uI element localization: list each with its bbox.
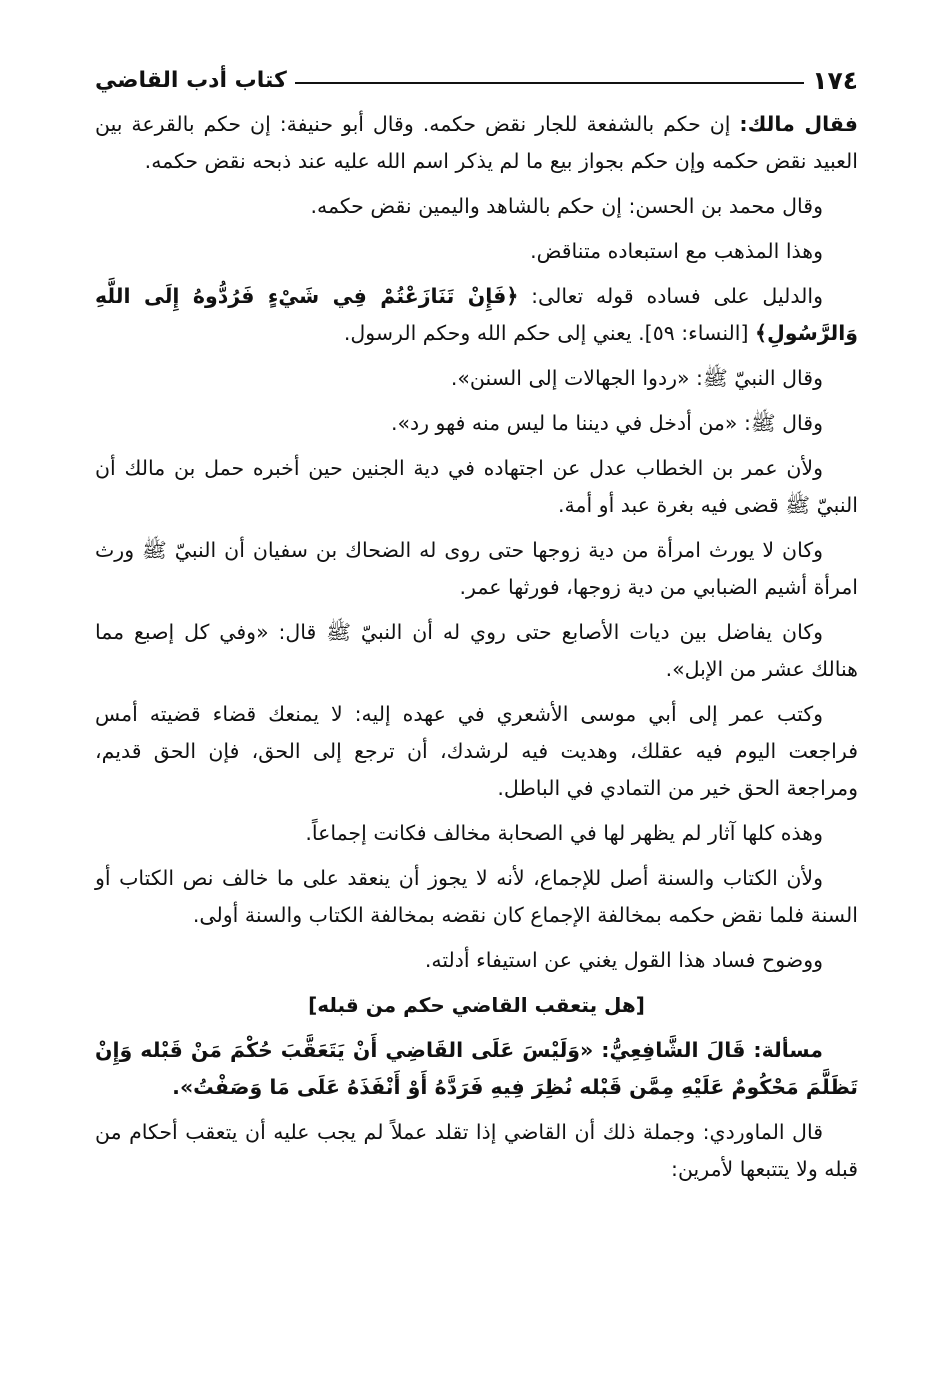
paragraph-madhhab: وهذا المذهب مع استبعاده متناقض. xyxy=(530,239,823,263)
paragraph-text: [النساء: ٥٩]. يعني إلى حكم الله وحكم الرسول. xyxy=(343,321,755,345)
header-rule xyxy=(295,82,804,84)
paragraph-hadith-2: وقال ﷺ: «من أدخل في ديننا ما ليس منه فهو رد». xyxy=(390,411,823,435)
paragraph-malik xyxy=(95,106,858,180)
masala-lead: مسألة: قَالَ الشَّافِعِيُّ: xyxy=(601,1038,823,1062)
paragraph-fingers: وكان يفاضل بين ديات الأصابع حتى روي له أن النبيّ ﷺ قال: «وفي كل إصبع مما هنالك عشر من الإبل». xyxy=(95,620,858,681)
section-heading: [هل يتعقب القاضي حكم من قبله] xyxy=(308,993,645,1017)
paragraph-evidence xyxy=(95,278,858,352)
paragraph-mawardi: قال الماوردي: وجملة ذلك أن القاضي إذا تقلد عملاً لم يجب عليه أن يتعقب أحكام من قبله ولا يتتبعها لأمرين: xyxy=(95,1120,858,1181)
paragraph-text: والدليل على فساده قوله تعالى: xyxy=(518,284,823,308)
masala-text: «وَلَيْسَ عَلَى القَاضِي أَنْ يَتَعَقَّبَ حُكْمَ مَنْ قَبْله وَإِنْ تَظَلَّمَ مَحْكُومٌ عَلَيْهِ مِمَّن قَبْله نُظِرَ فِيهِ فَرَدَّهُ أَوْ أَنْفَذَهُ عَلَى مَا وَصَفْتُ». xyxy=(95,1038,858,1099)
quran-verse: ﴿فَإِنْ تَنَازَعْتُمْ فِي شَيْءٍ فَرُدُّوهُ إِلَى اللَّهِ وَالرَّسُولِ﴾ xyxy=(95,284,858,345)
page-header xyxy=(95,60,858,100)
paragraph-book-sunnah: ولأن الكتاب والسنة أصل للإجماع، لأنه لا يجوز أن ينعقد على ما خالف نص الكتاب أو السنة فلما نقض حكمه بمخالفة الإجماع كان نقضه بمخالفة الكتاب والسنة أولى. xyxy=(95,866,858,927)
paragraph-clarity: ووضوح فساد هذا القول يغني عن استيفاء أدلته. xyxy=(424,948,823,972)
paragraph-lead: فقال مالك: xyxy=(739,112,858,136)
paragraph-masala xyxy=(95,1032,858,1106)
paragraph-consensus: وهذه كلها آثار لم يظهر لها في الصحابة مخالف فكانت إجماعاً. xyxy=(305,821,823,845)
paragraph-text: إن حكم بالشفعة للجار نقض حكمه. وقال أبو حنيفة: إن حكم بالقرعة بين العبيد نقض حكمه وإن حكم بجواز بيع ما لم يذكر اسم الله عليه عند ذبحه نقض حكمه. xyxy=(95,112,858,173)
body-text xyxy=(95,106,858,1196)
page-number: ١٧٤ xyxy=(812,65,858,95)
paragraph-umar-inheritance: وكان لا يورث امرأة من دية زوجها حتى روى له الضحاك بن سفيان أن النبيّ ﷺ ورث امرأة أشيم الضبابي من دية زوجها، فورثها عمر. xyxy=(95,538,858,599)
paragraph-muhammad: وقال محمد بن الحسن: إن حكم بالشاهد واليمين نقض حكمه. xyxy=(310,194,823,218)
book-title: كتاب أدب القاضي xyxy=(95,67,287,93)
paragraph-hadith-1: وقال النبيّ ﷺ: «ردوا الجهالات إلى السنن». xyxy=(450,366,823,390)
paragraph-umar-janin: ولأن عمر بن الخطاب عدل عن اجتهاده في دية الجنين حين أخبره حمل بن مالك أن النبيّ ﷺ قضى فيه بغرة عبد أو أمة. xyxy=(95,456,858,517)
paragraph-umar-letter: وكتب عمر إلى أبي موسى الأشعري في عهده إليه: لا يمنعك قضاء قضيته أمس فراجعت اليوم فيه عقلك، وهديت فيه لرشدك، أن ترجع إلى الحق، فإن الحق قديم، ومراجعة الحق خير من التمادي في الباطل. xyxy=(95,702,858,800)
